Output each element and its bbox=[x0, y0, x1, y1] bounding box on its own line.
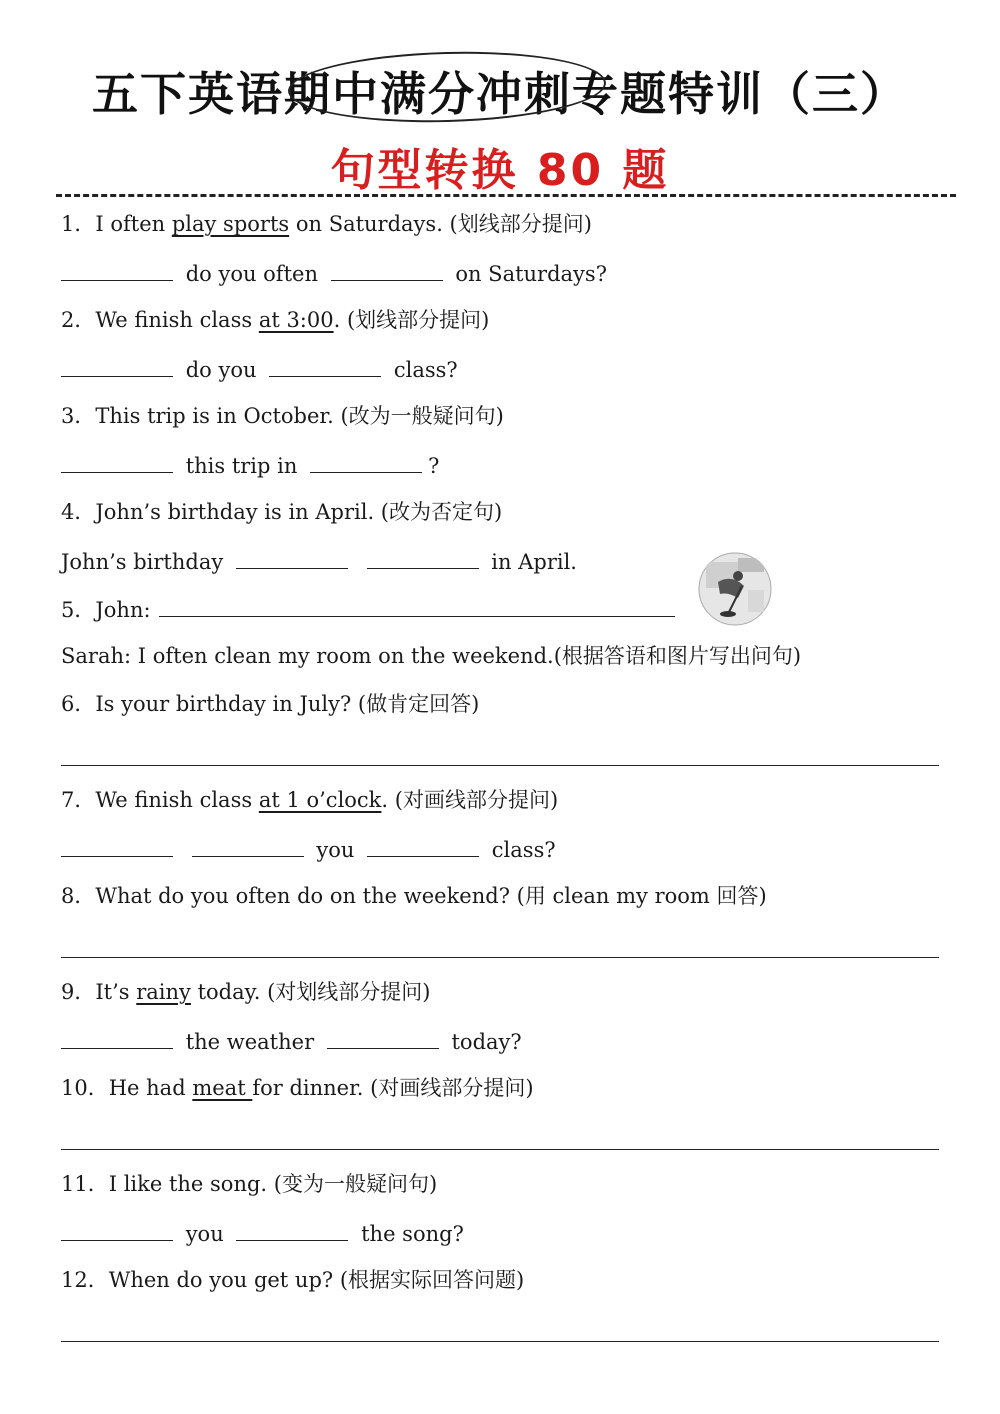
dashed-divider bbox=[56, 194, 956, 197]
question-9: 9．It’s rainy today. (对划线部分提问) bbox=[61, 980, 431, 1004]
question-7: 7．We finish class at 1 o’clock. (对画线部分提问) bbox=[61, 788, 559, 812]
answer-line-10[interactable] bbox=[61, 1149, 939, 1150]
question-3: 3．This trip is in October. (改为一般疑问句) bbox=[61, 404, 504, 428]
underlined-part: rainy bbox=[136, 980, 191, 1004]
question-number: 1． bbox=[61, 212, 96, 236]
question-number: 3． bbox=[61, 404, 96, 428]
question-number: 9． bbox=[61, 980, 96, 1004]
question-5-context: Sarah: I often clean my room on the weekend.(根据答语和图片写出问句) bbox=[61, 644, 802, 668]
underlined-part: meat bbox=[192, 1076, 253, 1100]
question-number: 4． bbox=[61, 500, 96, 524]
answer-blank[interactable] bbox=[310, 454, 422, 473]
answer-line-8[interactable] bbox=[61, 957, 939, 958]
answer-line-6[interactable] bbox=[61, 765, 939, 766]
question-2: 2．We finish class at 3:00. (划线部分提问) bbox=[61, 308, 490, 332]
question-number: 2． bbox=[61, 308, 96, 332]
answer-2: do you class? bbox=[61, 358, 458, 381]
page-subtitle: 句型转换 80 题 bbox=[330, 145, 670, 196]
answer-1: do you often on Saturdays? bbox=[61, 262, 607, 285]
answer-4: John’s birthday in April. bbox=[61, 550, 577, 574]
answer-blank[interactable] bbox=[159, 598, 675, 617]
question-4: 4．John’s birthday is in April. (改为否定句) bbox=[61, 500, 503, 524]
underlined-part: at 3:00 bbox=[258, 308, 334, 332]
answer-3: this trip in ? bbox=[61, 454, 439, 477]
question-number: 5． bbox=[61, 598, 96, 622]
question-number: 8． bbox=[61, 884, 96, 908]
question-12: 12．When do you get up? (根据实际回答问题) bbox=[61, 1268, 525, 1292]
answer-blank[interactable] bbox=[61, 454, 173, 473]
question-number: 10． bbox=[61, 1076, 109, 1100]
underlined-part: at 1 o’clock bbox=[258, 788, 382, 812]
question-11: 11．I like the song. (变为一般疑问句) bbox=[61, 1172, 438, 1196]
answer-11: you the song? bbox=[61, 1222, 464, 1245]
cleaning-room-picture bbox=[698, 552, 772, 626]
question-10: 10．He had meat for dinner. (对画线部分提问) bbox=[61, 1076, 534, 1100]
answer-line-12[interactable] bbox=[61, 1341, 939, 1342]
question-5: 5．John: bbox=[61, 598, 675, 621]
question-1: 1．I often play sports on Saturdays. (划线部分提问) bbox=[61, 212, 592, 236]
answer-blank[interactable] bbox=[331, 262, 443, 281]
answer-blank[interactable] bbox=[367, 838, 479, 857]
answer-9: the weather today? bbox=[61, 1030, 522, 1053]
answer-blank[interactable] bbox=[269, 358, 381, 377]
answer-blank[interactable] bbox=[192, 838, 304, 857]
page-title: 五下英语期中满分冲刺专题特训（三） bbox=[92, 67, 908, 121]
question-number: 11． bbox=[61, 1172, 109, 1196]
question-number: 12． bbox=[61, 1268, 109, 1292]
question-6: 6．Is your birthday in July? (做肯定回答) bbox=[61, 692, 480, 716]
question-8: 8．What do you often do on the weekend? (用 clean my room 回答) bbox=[61, 884, 767, 908]
answer-blank[interactable] bbox=[236, 550, 348, 569]
answer-blank[interactable] bbox=[61, 262, 173, 281]
answer-7: you class? bbox=[61, 838, 556, 861]
answer-blank[interactable] bbox=[61, 1222, 173, 1241]
answer-blank[interactable] bbox=[61, 358, 173, 377]
underlined-part: play sports bbox=[171, 212, 290, 236]
question-number: 6． bbox=[61, 692, 96, 716]
answer-blank[interactable] bbox=[61, 838, 173, 857]
answer-blank[interactable] bbox=[367, 550, 479, 569]
answer-blank[interactable] bbox=[236, 1222, 348, 1241]
answer-blank[interactable] bbox=[327, 1030, 439, 1049]
answer-blank[interactable] bbox=[61, 1030, 173, 1049]
question-number: 7． bbox=[61, 788, 96, 812]
